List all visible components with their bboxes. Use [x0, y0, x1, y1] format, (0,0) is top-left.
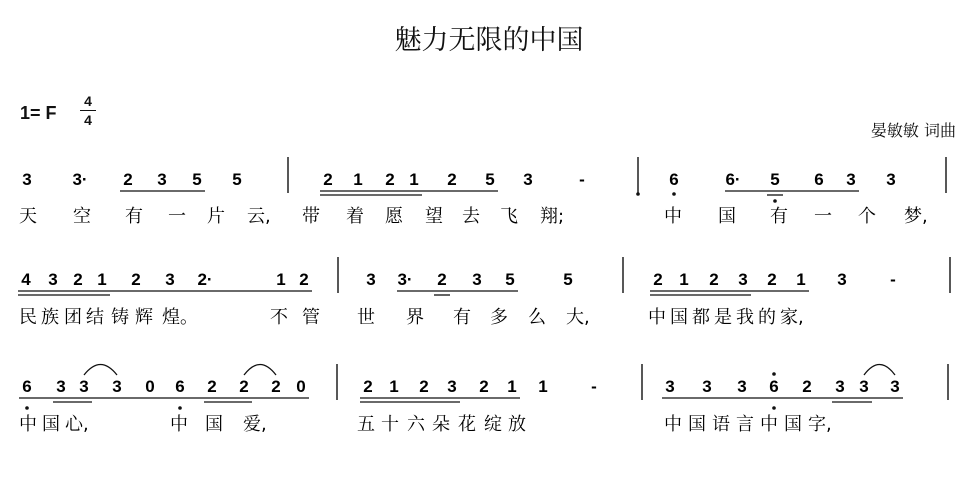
dash-note: -	[890, 270, 896, 289]
lyric: 辉	[135, 307, 153, 328]
lyric: 言	[736, 414, 754, 435]
lyric: 结	[86, 307, 104, 328]
lyric: 多	[490, 307, 508, 328]
note: 3	[886, 170, 896, 189]
octave-dot-low	[636, 192, 640, 196]
note: 6	[175, 377, 185, 396]
note: 1	[276, 270, 286, 289]
octave-dot-low	[178, 406, 182, 410]
note: 2	[299, 270, 309, 289]
lyric: 界	[406, 307, 424, 328]
note: 3	[890, 377, 900, 396]
lyric: 梦,	[904, 206, 928, 227]
lyric: 心,	[65, 414, 89, 435]
note: 5	[485, 170, 495, 189]
note: 5	[192, 170, 202, 189]
lyric: 我	[736, 307, 754, 328]
lyric: 中	[664, 414, 682, 435]
dash-note: -	[591, 377, 597, 396]
note: 3	[737, 377, 747, 396]
lyric: 中	[760, 414, 778, 435]
note: 5	[770, 170, 780, 189]
lyric: 飞	[500, 206, 518, 227]
time-signature-top: 4	[84, 93, 92, 109]
tie	[244, 365, 276, 376]
lyric: 管	[302, 307, 320, 328]
lyric: 的	[758, 307, 776, 328]
note: 6·	[725, 170, 741, 189]
lyric: 是	[714, 307, 732, 328]
lyric: 六	[407, 414, 425, 435]
note: 3	[48, 270, 58, 289]
note: 3	[165, 270, 175, 289]
lyric: 翔;	[540, 206, 565, 227]
note: 2	[239, 377, 249, 396]
lyric: 绽	[484, 414, 502, 435]
note: 5	[505, 270, 515, 289]
lyric: 不	[270, 307, 288, 328]
note: 3	[366, 270, 376, 289]
note: 1	[389, 377, 399, 396]
tie	[84, 365, 117, 376]
note: 6	[769, 377, 779, 396]
lyric: 国	[205, 414, 223, 435]
lyric: 放	[508, 414, 526, 435]
lyric: 团	[64, 307, 82, 328]
note: 2	[123, 170, 133, 189]
note: 2	[709, 270, 719, 289]
octave-dot-low	[772, 406, 776, 410]
lyric: 天	[19, 206, 37, 227]
note: 3	[56, 377, 66, 396]
octave-dot-high	[772, 372, 776, 376]
lyric: 语	[712, 414, 730, 435]
time-signature-bottom: 4	[84, 112, 92, 128]
octave-dot-low	[672, 192, 676, 196]
note: 1	[507, 377, 517, 396]
lyric: 愿	[385, 206, 403, 227]
note: 2	[363, 377, 373, 396]
note: 6	[669, 170, 679, 189]
note: 1	[679, 270, 689, 289]
note: 2	[767, 270, 777, 289]
note: 3	[79, 377, 89, 396]
lyric: 中	[170, 414, 188, 435]
lyric: 有	[453, 307, 471, 328]
lyric: 五	[357, 414, 375, 435]
note: 3	[837, 270, 847, 289]
note: 3	[835, 377, 845, 396]
note: 1	[353, 170, 363, 189]
lyric: 国	[670, 307, 688, 328]
lyric: 一	[814, 206, 832, 227]
lyric: 片	[207, 206, 225, 227]
lyric: 带	[302, 206, 320, 227]
lyric: 去	[462, 206, 480, 227]
note: 3	[523, 170, 533, 189]
note: 3	[447, 377, 457, 396]
note: 5	[232, 170, 242, 189]
note: 3	[22, 170, 32, 189]
note: 2	[419, 377, 429, 396]
note: 3·	[397, 270, 413, 289]
lyric: 十	[381, 414, 399, 435]
lyric: 中	[664, 206, 682, 227]
lyric: 中	[19, 414, 37, 435]
note: 3	[112, 377, 122, 396]
lyric: 民	[19, 307, 37, 328]
lyric: 都	[692, 307, 710, 328]
lyric: 国	[42, 414, 60, 435]
lyric: 个	[858, 206, 876, 227]
note: 2	[479, 377, 489, 396]
lyric: 族	[41, 307, 59, 328]
lyric: 中	[648, 307, 666, 328]
note: 3	[472, 270, 482, 289]
lyric: 铸	[111, 307, 129, 328]
dash-note: -	[579, 170, 585, 189]
key-signature: 1= F	[20, 103, 57, 123]
note: 1	[796, 270, 806, 289]
note: 2	[73, 270, 83, 289]
lyric: 一	[168, 206, 186, 227]
credit: 晏敏敏 词曲	[870, 121, 956, 140]
lyric: 国	[784, 414, 802, 435]
note: 2	[437, 270, 447, 289]
note: 3	[665, 377, 675, 396]
note: 2	[207, 377, 217, 396]
note: 1	[409, 170, 419, 189]
lyric: 着	[346, 206, 364, 227]
note: 3	[738, 270, 748, 289]
note: 2	[653, 270, 663, 289]
lyric: 国	[718, 206, 736, 227]
lyric: 爱,	[243, 414, 267, 435]
lyric: 字,	[808, 414, 832, 435]
note: 3·	[72, 170, 88, 189]
note: 2	[447, 170, 457, 189]
note: 1	[538, 377, 548, 396]
lyric: 世	[357, 307, 375, 328]
song-title: 魅力无限的中国	[394, 25, 584, 56]
lyric: 望	[425, 206, 443, 227]
note: 6	[814, 170, 824, 189]
octave-dot-low	[773, 199, 777, 203]
lyric: 么	[528, 307, 546, 328]
note: 3	[157, 170, 167, 189]
note: 4	[21, 270, 31, 289]
note: 2	[802, 377, 812, 396]
lyric: 煌。	[162, 307, 198, 328]
note: 1	[97, 270, 107, 289]
note: 3	[859, 377, 869, 396]
note: 2	[131, 270, 141, 289]
note: 2	[385, 170, 395, 189]
lyric: 空	[73, 206, 91, 227]
note: 3	[846, 170, 856, 189]
lyric: 云,	[247, 206, 271, 227]
lyric: 家,	[780, 307, 804, 328]
lyric: 国	[688, 414, 706, 435]
note: 3	[702, 377, 712, 396]
note: 5	[563, 270, 573, 289]
tie	[864, 365, 895, 376]
lyric: 花	[458, 414, 476, 435]
lyric: 有	[125, 206, 143, 227]
note: 0	[296, 377, 306, 396]
octave-dot-low	[25, 406, 29, 410]
lyric: 有	[770, 206, 788, 227]
note: 0	[145, 377, 155, 396]
note: 2	[271, 377, 281, 396]
note: 2	[323, 170, 333, 189]
lyric: 大,	[566, 307, 590, 328]
lyric: 朵	[432, 414, 450, 435]
note: 6	[22, 377, 32, 396]
note: 2·	[197, 270, 213, 289]
